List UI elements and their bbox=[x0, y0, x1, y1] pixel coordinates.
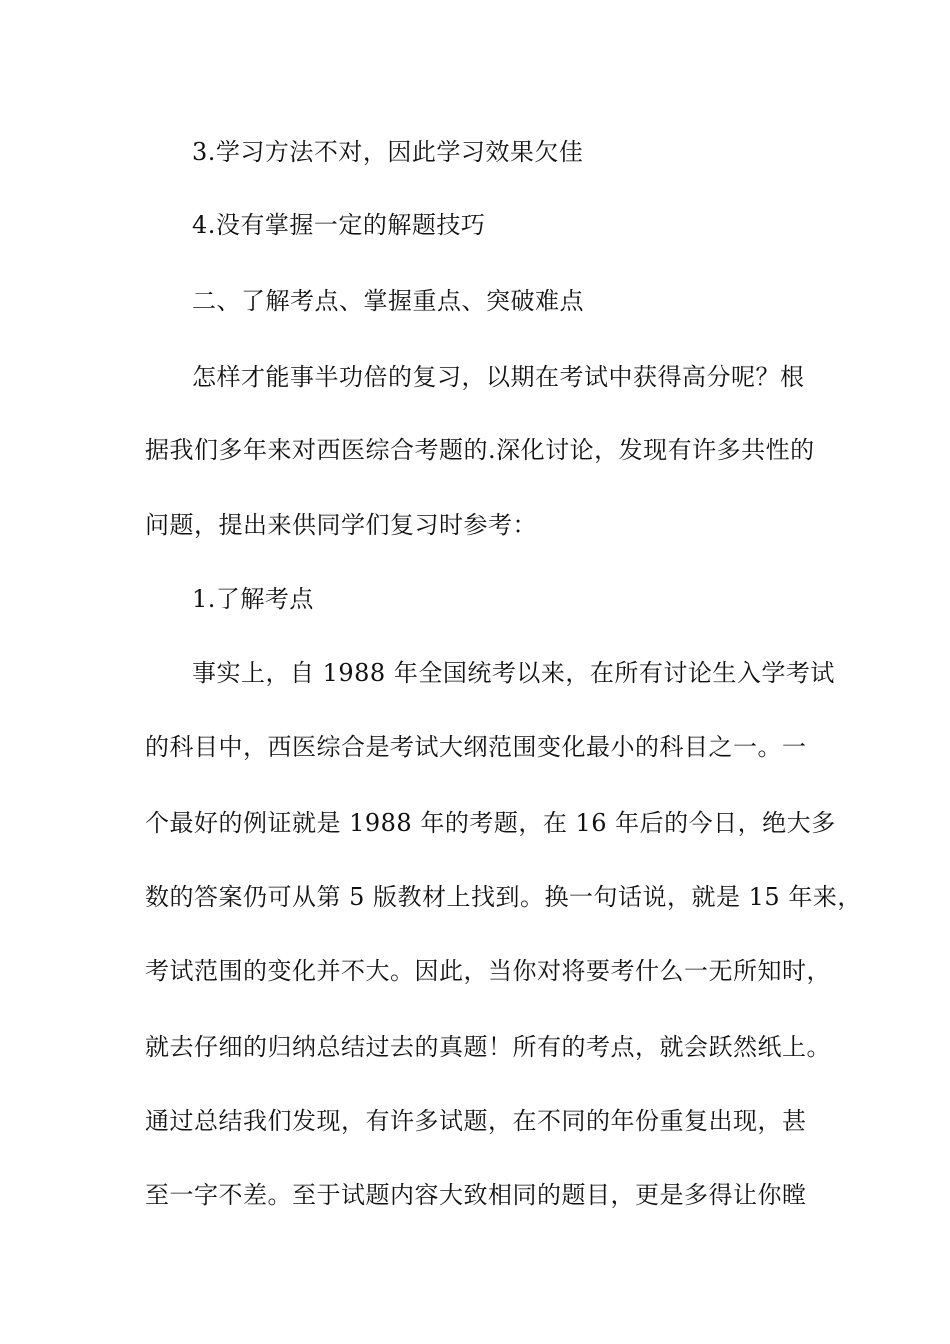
paragraph-line: 问题，提出来供同学们复习时参考： bbox=[145, 511, 537, 539]
paragraph-line: 事实上，自 1988 年全国统考以来，在所有讨论生入学考试 bbox=[192, 659, 835, 687]
paragraph-line: 通过总结我们发现，有许多试题，在不同的年份重复出现，甚 bbox=[145, 1107, 807, 1135]
subsection-heading: 1.了解考点 bbox=[192, 585, 314, 613]
paragraph-line: 数的答案仍可从第 5 版教材上找到。换一句话说，就是 15 年来， bbox=[145, 883, 862, 911]
paragraph-line: 的科目中，西医综合是考试大纲范围变化最小的科目之一。一 bbox=[145, 733, 807, 761]
list-item-3: 3.学习方法不对，因此学习效果欠佳 bbox=[192, 138, 584, 166]
paragraph-line: 考试范围的变化并不大。因此，当你对将要考什么一无所知时， bbox=[145, 957, 831, 985]
section-heading: 二、了解考点、掌握重点、突破难点 bbox=[192, 287, 584, 315]
paragraph-line: 个最好的例证就是 1988 年的考题，在 16 年后的今日，绝大多 bbox=[145, 809, 836, 837]
paragraph-line: 至一字不差。至于试题内容大致相同的题目，更是多得让你瞠 bbox=[145, 1181, 807, 1209]
paragraph-line: 怎样才能事半功倍的复习，以期在考试中获得高分呢？根 bbox=[192, 363, 805, 391]
list-item-4: 4.没有掌握一定的解题技巧 bbox=[192, 211, 486, 239]
paragraph-line: 就去仔细的归纳总结过去的真题！所有的考点，就会跃然纸上。 bbox=[145, 1033, 831, 1061]
paragraph-line: 据我们多年来对西医综合考题的.深化讨论，发现有许多共性的 bbox=[145, 436, 815, 464]
